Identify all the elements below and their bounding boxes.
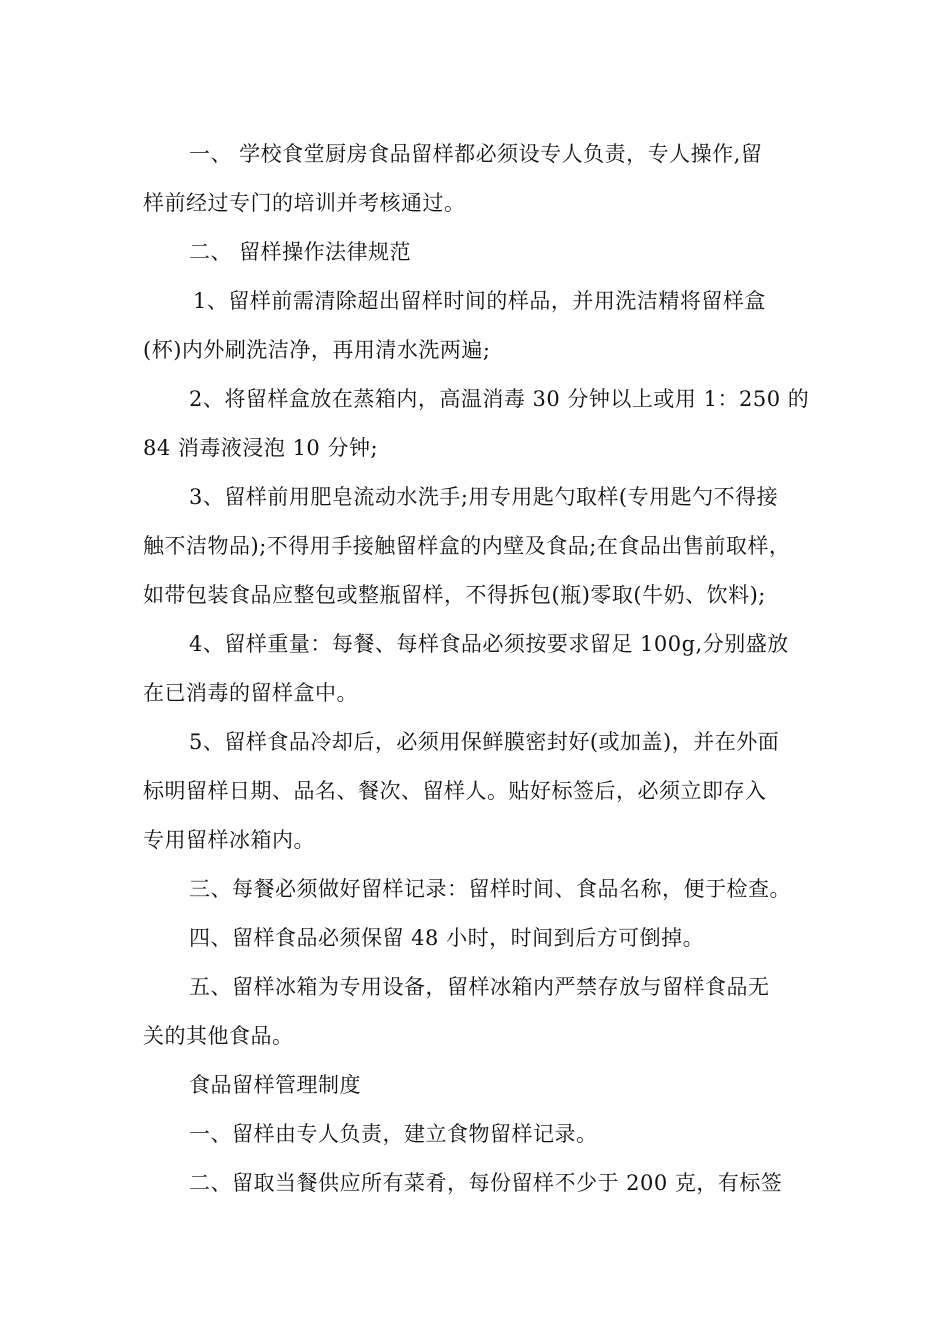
paragraph-line: 二、留取当餐供应所有菜肴，每份留样不少于 200 克，有标签 bbox=[189, 1171, 783, 1195]
document-body bbox=[143, 130, 813, 1208]
paragraph-line: 样前经过专门的培训并考核通过。 bbox=[143, 191, 466, 215]
paragraph-line: 关的其他食品。 bbox=[143, 1024, 294, 1048]
paragraph-line: 3、留样前用肥皂流动水洗手;用专用匙勺取样(专用匙勺不得接 bbox=[189, 485, 779, 509]
paragraph-line: 1、留样前需清除超出留样时间的样品，并用洗洁精将留样盒 bbox=[193, 289, 766, 313]
paragraph-line: 五、留样冰箱为专用设备，留样冰箱内严禁存放与留样食品无 bbox=[189, 975, 770, 999]
section-heading: 二、 留样操作法律规范 bbox=[189, 240, 412, 264]
paragraph-line: 触不洁物品);不得用手接触留样盒的内壁及食品;在食品出售前取样， bbox=[143, 534, 791, 558]
paragraph-line: (杯)内外刷洗洁净，再用清水洗两遍; bbox=[143, 338, 491, 362]
paragraph-line: 专用留样冰箱内。 bbox=[143, 828, 315, 852]
section-title: 食品留样管理制度 bbox=[189, 1073, 361, 1097]
paragraph-line: 一、留样由专人负责，建立食物留样记录。 bbox=[189, 1122, 598, 1146]
paragraph-line: 5、留样食品冷却后，必须用保鲜膜密封好(或加盖)，并在外面 bbox=[189, 730, 780, 754]
paragraph-line: 标明留样日期、品名、餐次、留样人。贴好标签后，必须立即存入 bbox=[143, 779, 767, 803]
paragraph-line: 84 消毒液浸泡 10 分钟; bbox=[143, 436, 379, 460]
paragraph-line: 如带包装食品应整包或整瓶留样，不得拆包(瓶)零取(牛奶、饮料); bbox=[143, 583, 766, 607]
paragraph-line: 在已消毒的留样盒中。 bbox=[143, 681, 358, 705]
paragraph-line: 三、每餐必须做好留样记录：留样时间、食品名称，便于检查。 bbox=[189, 877, 791, 901]
paragraph-line: 4、留样重量：每餐、每样食品必须按要求留足 100g,分别盛放 bbox=[189, 632, 789, 656]
paragraph-line: 2、将留样盒放在蒸箱内，高温消毒 30 分钟以上或用 1：250 的 bbox=[189, 387, 810, 411]
paragraph-line: 四、留样食品必须保留 48 小时，时间到后方可倒掉。 bbox=[189, 926, 705, 950]
paragraph-line: 一、 学校食堂厨房食品留样都必须设专人负责，专人操作,留 bbox=[189, 142, 763, 166]
